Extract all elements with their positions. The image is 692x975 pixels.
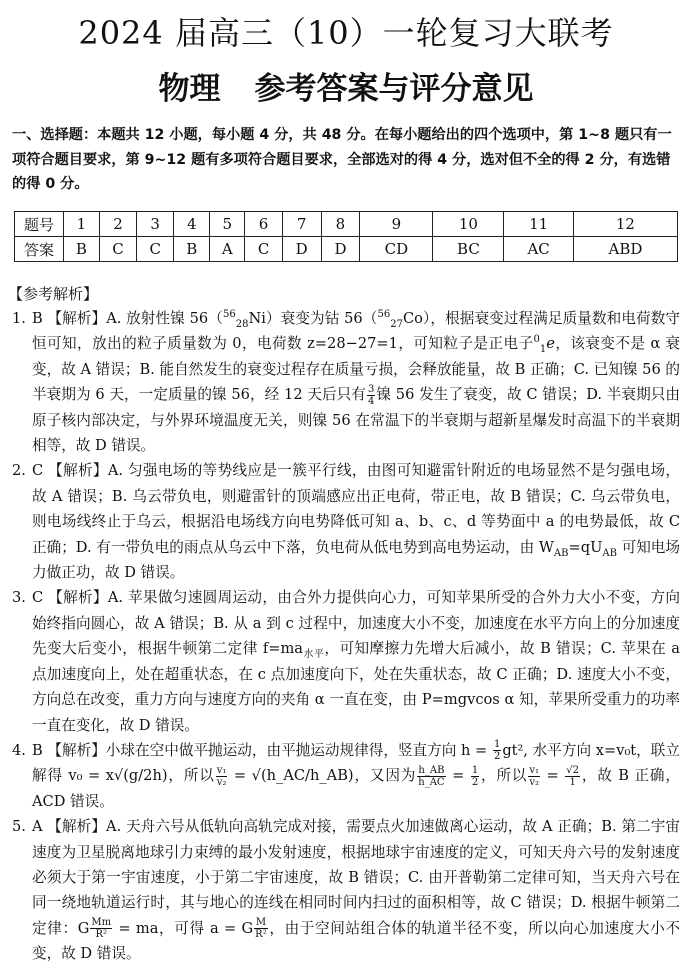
nuclide-symbol: Co: [402, 310, 423, 327]
solution-text: = ma，可得 a = G: [113, 919, 254, 937]
solution-text: ，可知摩擦力先增大后减小，故 B 错误；C. 苹果在 a 点加速度向上，处在超重状态，在 c 点加速度向下，处在失重状态，故 C 正确；D. 速度大小不变，方向总在改变，重力方向与速度方向的夹角 α 一直在变，由 P=mgvcos α 知，苹果所受重力的功率一直在变化，故 D 错误。: [32, 640, 681, 734]
fraction-numerator: 3: [367, 383, 375, 395]
solution-text: C 【解析】A. 匀强电场的等势线应是一簇平行线，由图可知避雷针附近的电场显然不是匀强电场，故 A 错误；B. 乌云带负电，则避雷针的顶端感应出正电荷，带正电，故 B 错误；C. 乌云带负电，则电场线终止于乌云，根据沿电场线方向电势降低可知 a、b、c、d 等势面中 a 的电势最低，故 C 正确；D. 有一带负电的雨点从乌云中下落，负电荷从低电势到高电势运动，由 W: [32, 462, 680, 556]
fraction-denominator: 2: [471, 776, 479, 788]
nuclide-symbol: Ni: [248, 310, 266, 327]
nuclide-mass: 56: [377, 309, 391, 321]
subscript: AB: [553, 547, 569, 559]
subscript: 水平: [303, 649, 325, 661]
fraction-numerator: √2: [566, 764, 580, 776]
fraction-denominator: 4: [367, 395, 375, 407]
fraction-denominator: 2: [493, 751, 501, 763]
item-number: 1.: [12, 310, 26, 327]
solution-text: 镍 56 发生了衰变，故 C 错误；D. 半衰期只由原子核内部决定，与外界环境温度无关，则镍 56 在常温下的半衰期与超新星爆发时高温下的半衰期相等，故 D 错误。: [32, 386, 680, 455]
answer-cell: CD: [360, 237, 433, 262]
answer-cell: D: [282, 237, 321, 262]
nuclide-charge: 1: [539, 344, 547, 356]
item-number: 5.: [12, 818, 26, 836]
fraction: [254, 917, 268, 940]
solution-text: gt², 水平方向 x=v₀t，联立解得 v₀ = x√(g/2h)，所以: [32, 741, 680, 785]
solution-text: B 【解析】小球在空中做平抛运动，由平抛运动规律得，竖直方向 h =: [32, 741, 492, 759]
question-number-cell: 12: [573, 212, 677, 237]
question-number-label: 题号: [15, 212, 64, 237]
question-number-cell: 8: [321, 212, 360, 237]
subject-heading: [0, 63, 692, 108]
solution-text: =: [541, 767, 565, 785]
answer-cell: B: [64, 237, 100, 262]
fraction-denominator: v₂: [216, 776, 227, 788]
answer-cell: BC: [433, 237, 504, 262]
nuclide-charge: 27: [390, 318, 403, 330]
fraction: [90, 917, 112, 940]
solution-text: ，由于空间站组合体的轨道半径不变，所以向心加速度大小不变，故 D 错误。: [32, 919, 680, 963]
solution-item-2: [12, 458, 680, 585]
answer-cell: C: [137, 237, 174, 262]
solution-text: A 【解析】A. 天舟六号从低轨向高轨完成对接，需要点火加速做离心运动，故 A 正确；B. 第二宇宙速度为卫星脱离地球引力束缚的最小发射速度，根据地球宇宙速度的定义，可知天舟六号的发射速度必须大于第一宇宙速度，小于第二宇宙速度，故 B 错误；C. 由开普勒第二定律可知，当天舟六号在同一绕地轨道运行时，其与地心的连线在相同时间内扫过的面积相等，故 C 错误；D. 根据牛顿第二定律：G: [32, 818, 680, 937]
fraction-denominator: h_AC: [418, 776, 445, 788]
fraction-numerator: M: [255, 917, 267, 929]
solution-text: =qU: [568, 538, 603, 556]
solution-item-4: [12, 738, 680, 814]
fraction: [471, 765, 479, 788]
question-number-cell: 5: [210, 212, 245, 237]
fraction-numerator: v₁: [529, 764, 540, 776]
item-number: 4.: [12, 741, 26, 759]
question-number-cell: 7: [282, 212, 321, 237]
solution-text: C 【解析】A. 苹果做匀速圆周运动，由合外力提供向心力，可知苹果所受的合外力大小不变，方向始终指向圆心，故 A 错误；B. 从 a 到 c 过程中，加速度大小不变，加速度在水平方向上的分加速度先变大后变小，根据牛顿第二定律 f=ma: [32, 589, 680, 658]
fraction: [216, 765, 228, 788]
fraction-numerator: Mm: [91, 917, 112, 929]
question-number-cell: 6: [245, 212, 282, 237]
solution-text: =: [446, 767, 470, 785]
question-number-cell: 3: [137, 212, 174, 237]
fraction: [367, 384, 375, 407]
solution-text: ，故 B 正确，ACD 错误。: [32, 767, 680, 810]
answer-cell: C: [99, 237, 136, 262]
answer-cell: B: [174, 237, 210, 262]
fraction: [493, 739, 501, 762]
fraction-denominator: 1: [569, 776, 576, 788]
question-number-cell: 4: [174, 212, 210, 237]
solution-item-3: [12, 585, 680, 737]
answer-cell: ABD: [573, 237, 677, 262]
solution-text: ）衰变为钴 56（: [265, 310, 378, 327]
nuclide-mass: 56: [222, 309, 236, 321]
item-number: 3.: [12, 589, 26, 607]
fraction-denominator: R²: [255, 929, 267, 941]
subscript: AB: [602, 547, 617, 559]
fraction-numerator: v₁: [216, 764, 227, 776]
solution-text: ，所以: [480, 767, 528, 785]
fraction-numerator: 1: [471, 764, 479, 776]
answer-row: [15, 237, 678, 262]
reference-analysis-heading: 【参考解析】: [8, 285, 99, 303]
solution-item-5: [12, 814, 680, 966]
nuclide-charge: 28: [235, 318, 249, 330]
answer-cell: C: [245, 237, 282, 262]
answer-cell: AC: [504, 237, 574, 262]
solution-text: 可知电场力做正功，故 D 错误。: [32, 538, 680, 582]
item-number: 2.: [12, 462, 26, 480]
question-number-cell: 11: [504, 212, 574, 237]
question-number-cell: 9: [360, 212, 433, 237]
fraction-numerator: h_AB: [418, 764, 445, 776]
fraction: [565, 765, 580, 788]
question-number-row: [15, 212, 678, 237]
answer-table: [14, 211, 678, 262]
answer-cell: A: [210, 237, 245, 262]
exam-title: 2024 届高三（10）一轮复习大联考: [78, 14, 614, 52]
question-number-cell: 1: [64, 212, 100, 237]
fraction-denominator: v₂: [529, 776, 540, 788]
fraction-denominator: R²: [95, 929, 107, 941]
fraction: [417, 765, 445, 788]
nuclide-symbol: e: [546, 335, 555, 353]
fraction-numerator: 1: [493, 739, 501, 751]
solution-item-1: [12, 306, 680, 458]
question-number-cell: 2: [99, 212, 136, 237]
solution-text: ，该衰变不是 α 衰变，故 A 错误；B. 能自然发生的衰变过程存在质量亏损，会释放能量，故 B 正确；C. 已知镍 56 的半衰期为 6 天，一定质量的镍 56，经 12 天后只有: [32, 335, 680, 404]
solutions-body: [12, 306, 680, 967]
answer-cell: D: [321, 237, 360, 262]
answer-label: 答案: [15, 237, 64, 262]
solution-text: ），根据衰变过程满足质量数和电荷数守恒可知，放出的粒子质量数为 0，电荷数 z=28−27=1，可知粒子是正电子: [32, 310, 681, 353]
fraction: [528, 765, 540, 788]
question-number-cell: 10: [433, 212, 504, 237]
nuclide-mass: 0: [533, 334, 540, 346]
solution-text: = √(h_AC/h_AB)，又因为: [228, 767, 417, 785]
subject-name: 物理: [158, 71, 221, 107]
section-instructions: 一、选择题：本题共 12 小题，每小题 4 分，共 48 分。在每小题给出的四个选项中，第 1~8 题只有一项符合题目要求，第 9~12 题有多项符合题目要求，全部选对的得 4 分，选对但不全的得 2 分，有选错的得 0 分。: [12, 127, 672, 192]
answer-key-heading: 参考答案与评分意见: [254, 71, 534, 107]
solution-text: B 【解析】A. 放射性镍 56（: [32, 310, 223, 327]
